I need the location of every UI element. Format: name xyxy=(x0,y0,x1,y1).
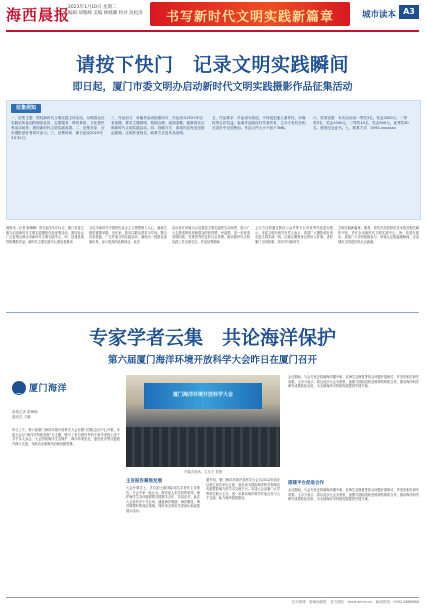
article2-headline: 专家学者云集 共论海洋保护 xyxy=(88,327,336,349)
section-name: 城市读本 xyxy=(362,10,397,20)
stage-screen xyxy=(144,383,262,409)
article2-body-column: 据介绍，厦门海洋环境开放科学大会自2012年创办以来已成功举办五届，逐步成为国际海洋科学领域具有重要影响力的学术交流平台。本届大会由厦门大学等单位联合主办，进一步推动海洋科学开放合作与人才交流，助力海洋强国建设。 xyxy=(206,478,280,501)
article1-headline: 请按下快门 记录文明实践瞬间 xyxy=(75,54,349,76)
article1-body-column: 主办方还将通过微信公众号等平台对优秀作品进行展示。市委文明办相关负责人表示，希望广大摄影爱好者走进文明实践一线，以镜头聚焦身边的好人好事，讲好厦门文明故事，共同书写新时代 xyxy=(255,226,333,244)
header-rule xyxy=(6,30,419,32)
masthead: 海西晨报 xyxy=(6,6,71,24)
stage-screen-text: 厦门海洋环境开放科学大会 xyxy=(172,392,233,398)
notice-column: 六、奖项设置 本次活动设一等奖3名，奖金2000元；二等奖5名，奖金1000元；三等奖10名，奖金500元；优秀奖30名，颁发纪念证书。七、联系方式 0592-xxxxxxx xyxy=(313,116,409,130)
page-number: A3 xyxy=(399,5,419,19)
conference-photo xyxy=(126,375,280,467)
byline xyxy=(12,410,38,420)
editor-line: 编辑 胡胤峰 美编 林晓璐 校对 高松涛 xyxy=(68,11,143,16)
article2-body-column: 昨日上午，第六届厦门海洋环境开放科学大会在厦门国际会议中心开幕。本届大会以“海洋可持续发展”为主题，吸引了来自国内外的专家学者线上线下共千余人参会。大会围绕海洋生态保护、海洋环境变化、蓝色经济等议题展开深入交流，为推动全球海洋治理贡献智慧。 xyxy=(12,428,120,446)
notice-column: 一、征集主题 围绕新时代文明实践主体活动，反映群众在实践站所参加的理论宣讲、志愿服务、移风易俗、文化惠民等活动场景，展现新时代文明实践成果。二、征集对象 全市摄影爱好者均可参与。三、征集时间 即日起至2023年3月31日。 xyxy=(11,116,105,140)
article1-body-column: 习近平新时代中国特色社会主义思想深入人心、落地生根的重要举措。近年来，我市以群众需求为导向，整合各类资源，广泛开展文明实践活动，涌现出一批群众喜闻乐见、参与度高的品牌项目。此次 xyxy=(89,226,167,244)
audience xyxy=(126,427,280,467)
article2-body-column: 大会开幕式上，多位院士和国际知名学者作主旨报告。与会专家一致认为，海洋是人类共同的家园，保护海洋生态环境需要各国携手合作、共同应对。此次大会设有多个分会场，涵盖海洋观测、海洋酸化、海洋微塑料等前沿领域，同时举办青年学者论坛和成果展示活动。 xyxy=(126,486,200,513)
article2-body-column: 会议期间，与会专家还将就海洋碳中和、近海生态修复等热点问题开展研讨，并发布相关研究成果。主办方表示，将以此次大会为契机，加强与国际组织及科研机构的合作，推动海洋科学研究成果转化应用，为全球海洋可持续发展提供中国方案。 xyxy=(288,488,419,502)
article2-subhead: 主旨报告聚焦发展 xyxy=(126,479,162,484)
section-banner xyxy=(150,2,350,26)
article2-subheadline: 第六届厦门海洋环境开放科学大会昨日在厦门召开 xyxy=(107,355,317,366)
header-meta xyxy=(68,5,143,17)
page-footer: 官方微博：@海西晨报 官方网站：hxcb.xmnn.cn 新闻热线：0592-8888888 xyxy=(291,600,419,604)
byline-reporter: 晨报记者 陈梅梅 xyxy=(12,410,38,414)
banner-title: 书写新时代文明实践新篇章 xyxy=(165,10,334,25)
notice-column: 五、作品要求 作品须为原创，不得侵犯他人著作权、肖像权等合法权益。参赛作品版权归作者所有，主办方有权在相关宣传中无偿使用。作品文件大小不低于3MB。 xyxy=(212,116,306,130)
notice-tag: 征集须知 xyxy=(11,104,41,113)
article1-body-column: 晨报讯（记者 陈梅梅）即日起至3月31日，厦门市委文明办启动新时代文明实践摄影作品征集活动，面向社会广泛征集反映全市新时代文明实践中心、所、站建设成效的摄影作品。新时代文明实践中心建设是推动 xyxy=(6,226,84,244)
ocean-emblem-icon xyxy=(12,381,26,395)
article1-body-column: 活动旨在用镜头记录基层文明实践的生动场景，展示广大志愿者的风采和群众的获得感、幸福感，进一步营造崇德向善、见贤思齐的良好社会氛围，推动新时代文明实践工作走深走实。作品征集期间 xyxy=(172,226,250,244)
article1-body-column: 文明实践新篇章。据悉，获奖作品将择优在本报及相关媒体刊发，并在全市新时代文明实践中心、所、站进行展出。欢迎广大市民积极参与，用镜头定格温暖瞬间，记录城市文明进步的点点滴滴。 xyxy=(338,226,419,244)
byline-correspondent: 通讯员 王鹏 xyxy=(12,415,31,419)
photo-caption: 开幕式现场。主办方 供图 xyxy=(183,470,223,474)
page-header xyxy=(0,0,425,28)
notice-box xyxy=(6,100,421,220)
footer-rule xyxy=(6,597,419,598)
notice-column: 三、作品形式 单幅作品或组照均可，作品须为2022年以来拍摄，要求主题鲜明、构图合理、画面清晰，能够真实反映新时代文明实践活动。四、投稿方式 请将作品发送至指定邮箱，注明作者姓名、联系方式及作品说明。 xyxy=(111,116,205,135)
xiamen-ocean-logo xyxy=(12,375,72,407)
article2-body-column: 会议期间，与会专家还将就海洋碳中和、近海生态修复等热点问题开展研讨，并发布相关研究成果。主办方表示，将以此次大会为契机，加强与国际组织及科研机构的合作，推动海洋科学研究成果转化应用，为全球海洋可持续发展提供中国方案。 xyxy=(288,375,419,389)
article1-subheadline: 即日起，厦门市委文明办启动新时代文明实践摄影作品征集活动 xyxy=(72,82,353,93)
logo-text: 厦门海洋 xyxy=(29,384,68,394)
article2-subhead: 搭建平台促进合作 xyxy=(288,481,324,486)
section-divider xyxy=(6,312,419,313)
date-line: 2023年1月10日 星期二 xyxy=(68,5,117,10)
